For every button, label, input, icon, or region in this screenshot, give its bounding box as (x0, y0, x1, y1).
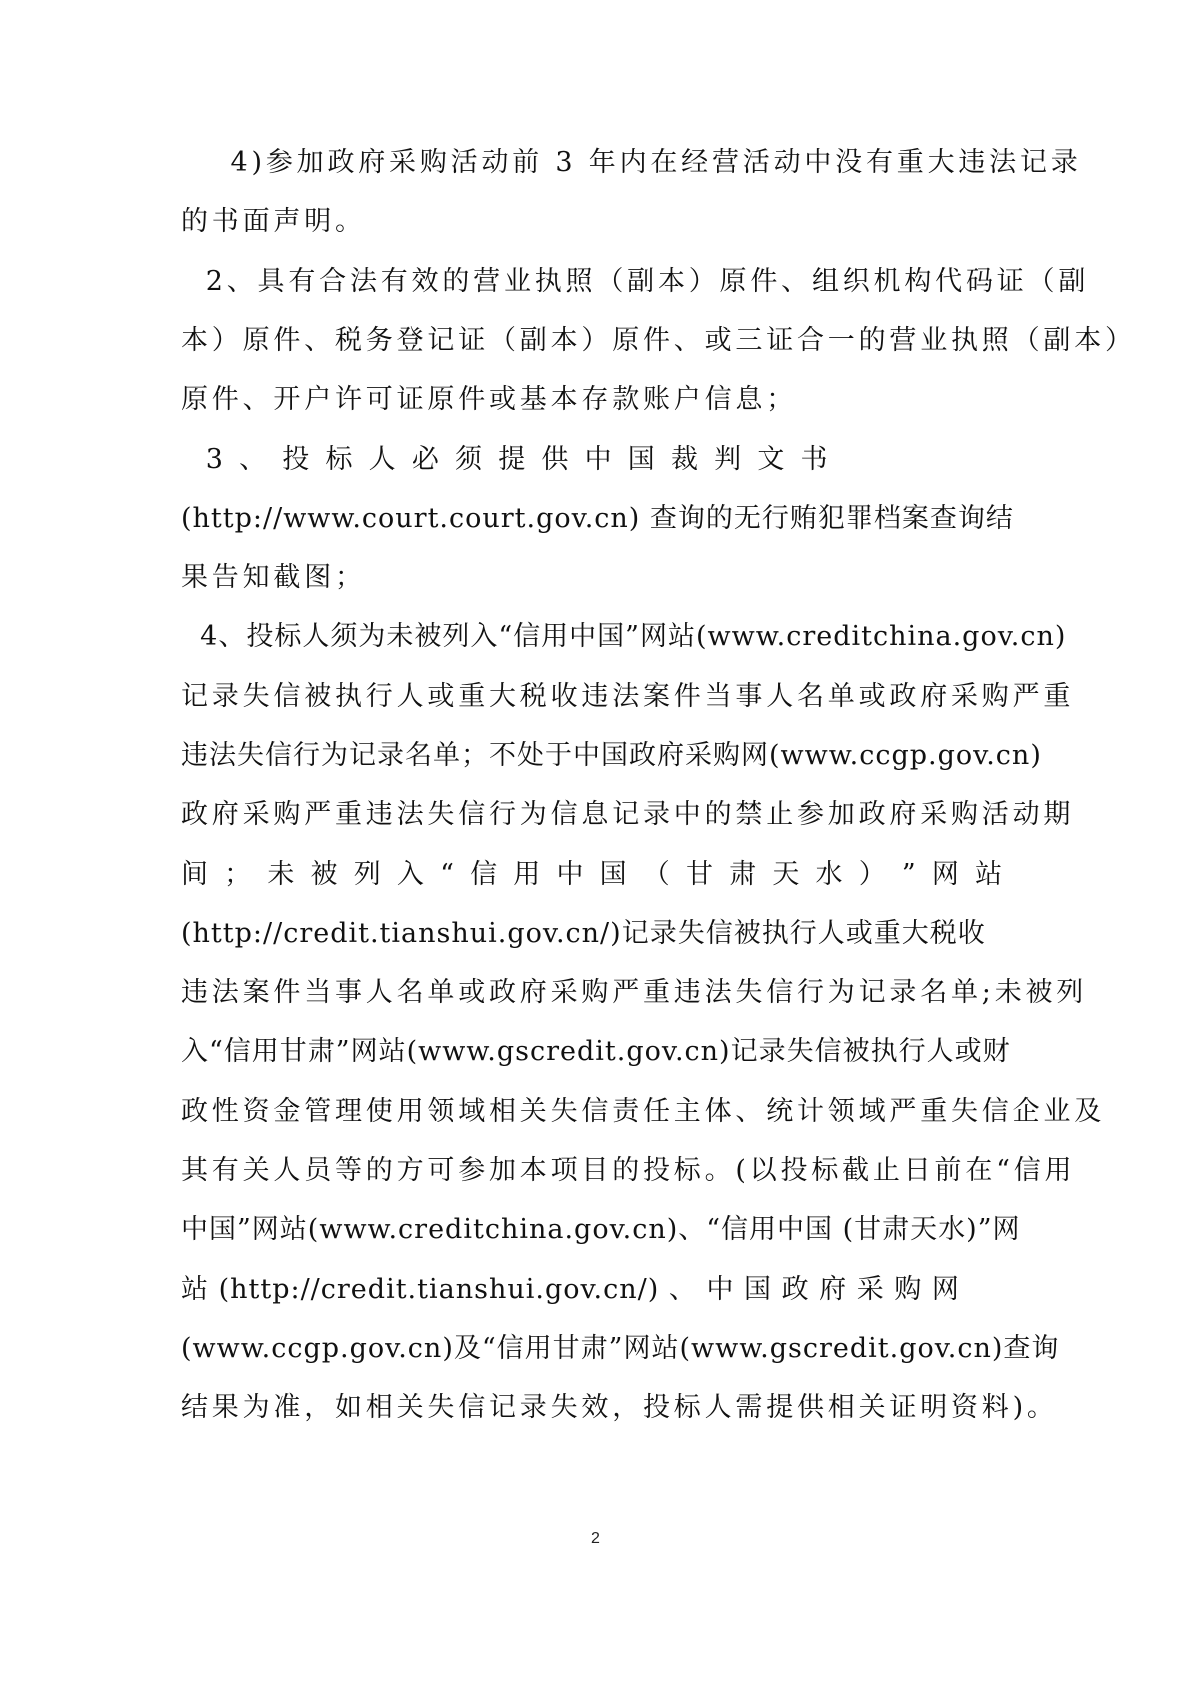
text-line: 果告知截图； (181, 562, 366, 593)
text-line: (http://credit.tianshui.gov.cn/)记录失信被执行人或重大税收 (181, 918, 986, 949)
text-line: 4)参加政府采购活动前 3 年内在经营活动中没有重大违法记录 (181, 147, 1082, 178)
text-line: 其有关人员等的方可参加本项目的投标。(以投标截止日前在“信用 (181, 1155, 1076, 1186)
text-line: 的书面声明。 (181, 206, 366, 237)
text-line: (www.ccgp.gov.cn)及“信用甘肃”网站(www.gscredit.gov.cn)查询 (181, 1333, 1060, 1364)
text-line: 本）原件、税务登记证（副本）原件、或三证合一的营业执照（副本） (181, 325, 1136, 356)
text-line: 4、投标人须为未被列入“信用中国”网站(www.creditchina.gov.cn) (181, 621, 1067, 652)
text-line: 3 、 投 标 人 必 须 提 供 中 国 裁 判 文 书 (181, 444, 832, 475)
page-number: 2 (591, 1530, 600, 1547)
text-line: 原件、开户许可证原件或基本存款账户信息； (181, 384, 797, 415)
text-line: 违法失信行为记录名单；不处于中国政府采购网(www.ccgp.gov.cn) (181, 740, 1042, 771)
text-line: 2、具有合法有效的营业执照（副本）原件、组织机构代码证（副 (181, 266, 1090, 297)
text-line: 政府采购严重违法失信行为信息记录中的禁止参加政府采购活动期 (181, 799, 1075, 830)
text-line: 中国”网站(www.creditchina.gov.cn)、“信用中国 (甘肃天水)”网 (181, 1214, 1021, 1245)
text-line: (http://www.court.court.gov.cn) 查询的无行贿犯罪档案查询结 (181, 503, 1014, 534)
text-line: 记录失信被执行人或重大税收违法案件当事人名单或政府采购严重 (181, 681, 1075, 712)
text-line: 政性资金管理使用领域相关失信责任主体、统计领域严重失信企业及 (181, 1096, 1105, 1127)
text-line: 站 (http://credit.tianshui.gov.cn/) 、 中 国 政 府 采 购 网 (181, 1274, 960, 1305)
text-line: 间 ； 未 被 列 入 “ 信 用 中 国 （ 甘 肃 天 水 ） ” 网 站 (181, 859, 1006, 890)
text-line: 结果为准，如相关失信记录失效，投标人需提供相关证明资料)。 (181, 1392, 1058, 1423)
text-line: 违法案件当事人名单或政府采购严重违法失信行为记录名单;未被列 (181, 977, 1088, 1008)
text-line: 入“信用甘肃”网站(www.gscredit.gov.cn)记录失信被执行人或财 (181, 1036, 1011, 1067)
